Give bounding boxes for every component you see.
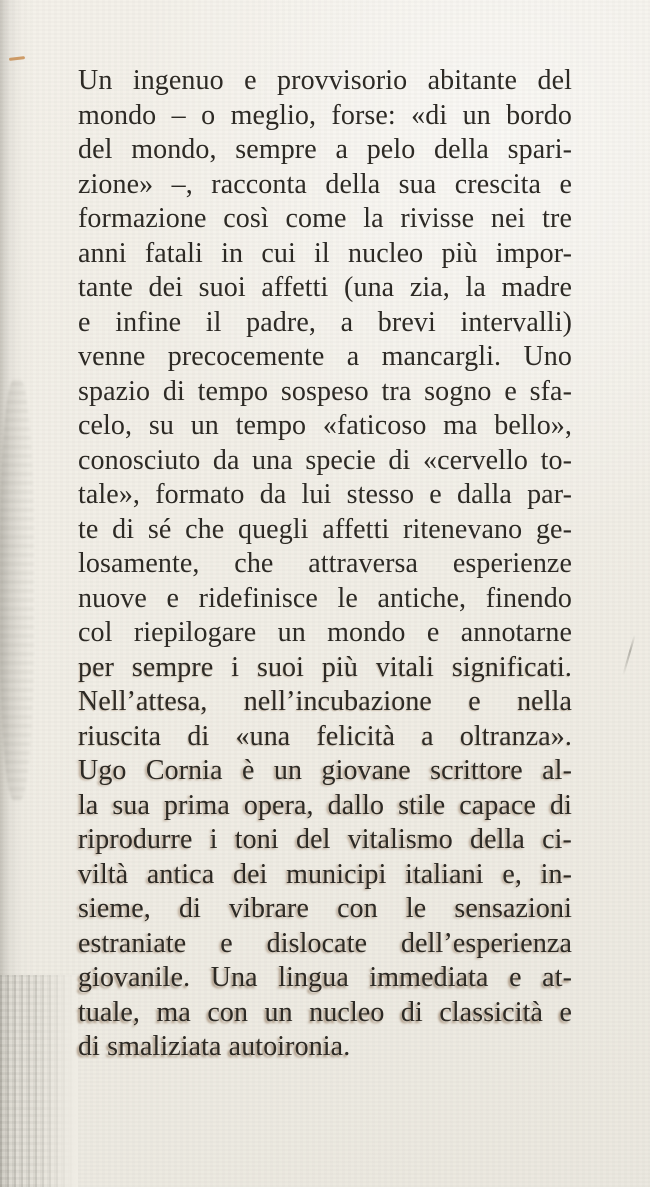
- text-line: per sempre i suoi più vitali significati.: [78, 651, 572, 683]
- text-line: losamente, che attraversa esperienze: [78, 548, 572, 579]
- text-line: riprodurre i toni del vitalismo della ci-: [78, 824, 572, 855]
- text-line: tuale, ma con un nucleo di classicità e: [78, 996, 572, 1028]
- text-line: la sua prima opera, dallo stile capace di: [78, 789, 572, 821]
- text-line: zione» –, racconta della sua crescita e: [78, 168, 572, 200]
- scratch-mark: [622, 635, 635, 676]
- text-line: viltà antica dei municipi italiani e, in-: [78, 858, 572, 890]
- text-line: anni fatali in cui il nucleo più impor-: [78, 237, 572, 269]
- text-line: celo, su un tempo «faticoso ma bello»,: [78, 410, 572, 441]
- text-line: tante dei suoi affetti (una zia, la madre: [78, 272, 572, 303]
- text-line: conosciuto da una specie di «cervello to-: [78, 444, 572, 476]
- blurb-text: [78, 64, 572, 1065]
- text-line: tale», formato da lui stesso e dalla par-: [78, 479, 572, 510]
- text-line: di smaliziata autoironia.: [78, 1031, 351, 1062]
- text-line: col riepilogare un mondo e annotarne: [78, 617, 572, 648]
- text-line: Un ingenuo e provvisorio abitante del: [78, 65, 572, 96]
- text-line: spazio di tempo sospeso tra sogno e sfa-: [78, 375, 572, 407]
- text-line: riuscita di «una felicità a oltranza».: [78, 720, 572, 752]
- orange-speck-mark: [9, 56, 25, 61]
- text-line: formazione così come la rivisse nei tre: [78, 203, 572, 234]
- text-line: estraniate e dislocate dell’esperienza: [78, 927, 572, 959]
- text-line: mondo – o meglio, forse: «di un bordo: [78, 99, 572, 131]
- text-line: Ugo Cornia è un giovane scrittore al-: [78, 755, 572, 786]
- text-line: giovanile. Una lingua immediata e at-: [78, 962, 572, 993]
- text-line: nuove e ridefinisce le antiche, finendo: [78, 582, 572, 614]
- page-corner-texture: [0, 975, 78, 1187]
- text-line: te di sé che quegli affetti ritenevano ge-: [78, 513, 572, 545]
- text-line: del mondo, sempre a pelo della spari-: [78, 134, 572, 165]
- text-line: e infine il padre, a brevi intervalli): [78, 306, 572, 338]
- page-edge-shadow: [0, 380, 34, 800]
- text-line: Nell’attesa, nell’incubazione e nella: [78, 686, 572, 717]
- text-line: venne precocemente a mancargli. Uno: [78, 341, 572, 372]
- text-line: sieme, di vibrare con le sensazioni: [78, 893, 572, 924]
